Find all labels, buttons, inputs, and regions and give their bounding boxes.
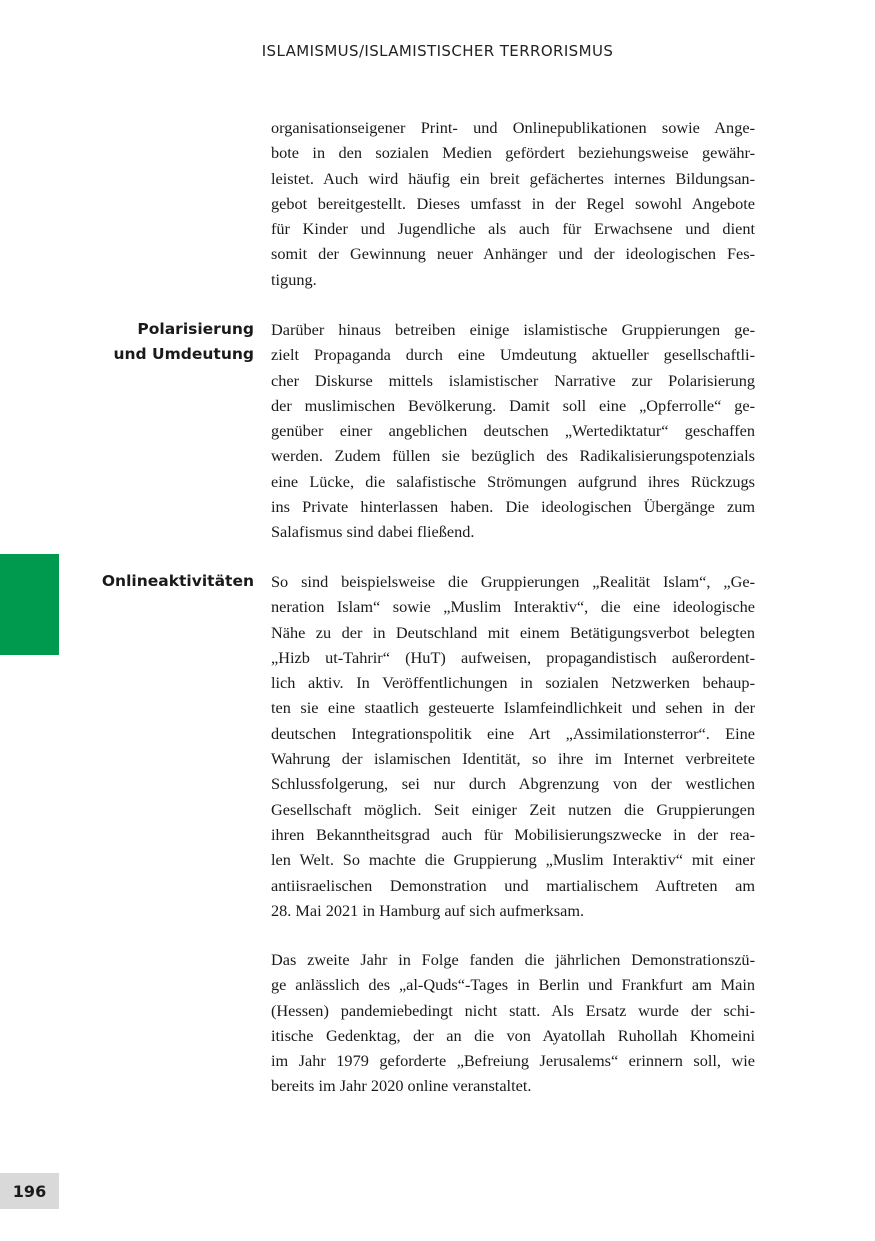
text-line: Gesellschaft möglich. Seit einiger Zeit nutzen die Gruppierungen: [271, 799, 755, 819]
paragraph-polarisierung: [271, 317, 755, 545]
text-line: itische Gedenktag, der an die von Ayatollah Ruhollah Khomeini: [271, 1025, 755, 1045]
text-line: 28. Mai 2021 in Hamburg auf sich aufmerksam.: [271, 900, 585, 920]
text-line: Wahrung der islamischen Identität, so ihre im Internet verbreitete: [271, 749, 755, 769]
text-line: im Jahr 1979 geforderte „Befreiung Jerusalems“ erinnern soll, wie: [271, 1051, 755, 1071]
text-line: eine Lücke, die salafistische Strömungen aufgrund ihres Rückzugs: [271, 471, 755, 491]
text-line: neration Islam“ sowie „Muslim Interaktiv“, die eine ideologische: [271, 597, 755, 617]
margin-heading-line: Polarisierung: [137, 320, 254, 338]
margin-heading-line: und Umdeutung: [113, 345, 254, 364]
margin-heading-line: Onlineaktivitäten: [101, 572, 254, 590]
text-line: für Kinder und Jugendliche als auch für Erwachsene und dient: [271, 219, 755, 239]
text-line: Salafismus sind dabei fließend.: [271, 522, 475, 542]
text-line: „Hizb ut-Tahrir“ (HuT) aufweisen, propagandistisch außerordent-: [271, 647, 755, 667]
text-line: bote in den sozialen Medien gefördert beziehungsweise gewähr-: [271, 143, 755, 163]
running-header: ISLAMISMUS/ISLAMISTISCHER TERRORISMUS: [261, 42, 614, 60]
text-line: tigung.: [271, 269, 317, 289]
text-line: ten sie eine staatlich gesteuerte Islamfeindlichkeit und sehen in der: [271, 698, 755, 718]
text-line: somit der Gewinnung neuer Anhänger und der ideologischen Fes-: [271, 244, 755, 264]
text-line: gebot bereitgestellt. Dieses umfasst in der Regel sowohl Angebote: [271, 193, 755, 213]
page-number-text: 196: [12, 1181, 47, 1201]
page-number: [0, 1173, 59, 1209]
margin-heading-onlineaktivitaeten: [94, 569, 254, 594]
text-line: Das zweite Jahr in Folge fanden die jährlichen Demonstrationszü-: [271, 950, 755, 969]
margin-heading-polarisierung: [94, 317, 254, 368]
text-line: Schlussfolgerung, sei nur durch Abgrenzung von der westlichen: [271, 774, 755, 794]
text-line: cher Diskurse mittels islamistischer Narrative zur Polarisierung: [271, 370, 755, 390]
text-line: (Hessen) pandemiebedingt nicht statt. Als Ersatz wurde der schi-: [271, 1000, 755, 1020]
text-line: deutschen Integrationspolitik eine Art „Assimilationsterror“. Eine: [271, 723, 755, 743]
text-line: Nähe zu der in Deutschland mit einem Betätigungsverbot belegten: [271, 622, 755, 642]
paragraph-onlineaktivitaeten: [271, 569, 755, 923]
paragraph-al-quds: [271, 947, 755, 1099]
text-line: So sind beispielsweise die Gruppierungen „Realität Islam“, „Ge-: [271, 572, 755, 591]
text-line: ge anlässlich des „al-Quds“-Tages in Berlin und Frankfurt am Main: [271, 975, 755, 995]
chapter-color-tab: [0, 554, 59, 655]
text-line: leistet. Auch wird häufig ein breit gefächertes internes Bildungsan-: [271, 168, 755, 188]
text-line: bereits im Jahr 2020 online veranstaltet.: [271, 1076, 532, 1096]
text-line: zielt Propaganda durch eine Umdeutung aktueller gesellschaftli-: [271, 345, 755, 365]
text-line: antiisraelischen Demonstration und martialischem Auftreten am: [271, 875, 755, 895]
text-line: organisationseigener Print- und Onlinepublikationen sowie Ange-: [271, 118, 755, 137]
text-line: genüber einer angeblichen deutschen „Wertediktatur“ geschaffen: [271, 421, 755, 441]
text-line: len Welt. So machte die Gruppierung „Muslim Interaktiv“ mit einer: [271, 850, 755, 870]
text-line: ins Private hinterlassen haben. Die ideologischen Übergänge zum: [271, 497, 755, 517]
text-line: ihren Bekanntheitsgrad auch für Mobilisierungszwecke in der rea-: [271, 824, 755, 844]
text-line: lich aktiv. In Veröffentlichungen in sozialen Netzwerken behaup-: [271, 673, 755, 693]
text-line: der muslimischen Bevölkerung. Damit soll eine „Opferrolle“ ge-: [271, 395, 755, 415]
text-line: werden. Zudem füllen sie bezüglich des Radikalisierungspotenzials: [271, 446, 755, 466]
paragraph-continuation: [271, 115, 755, 292]
text-line: Darüber hinaus betreiben einige islamistische Gruppierungen ge-: [271, 320, 755, 339]
